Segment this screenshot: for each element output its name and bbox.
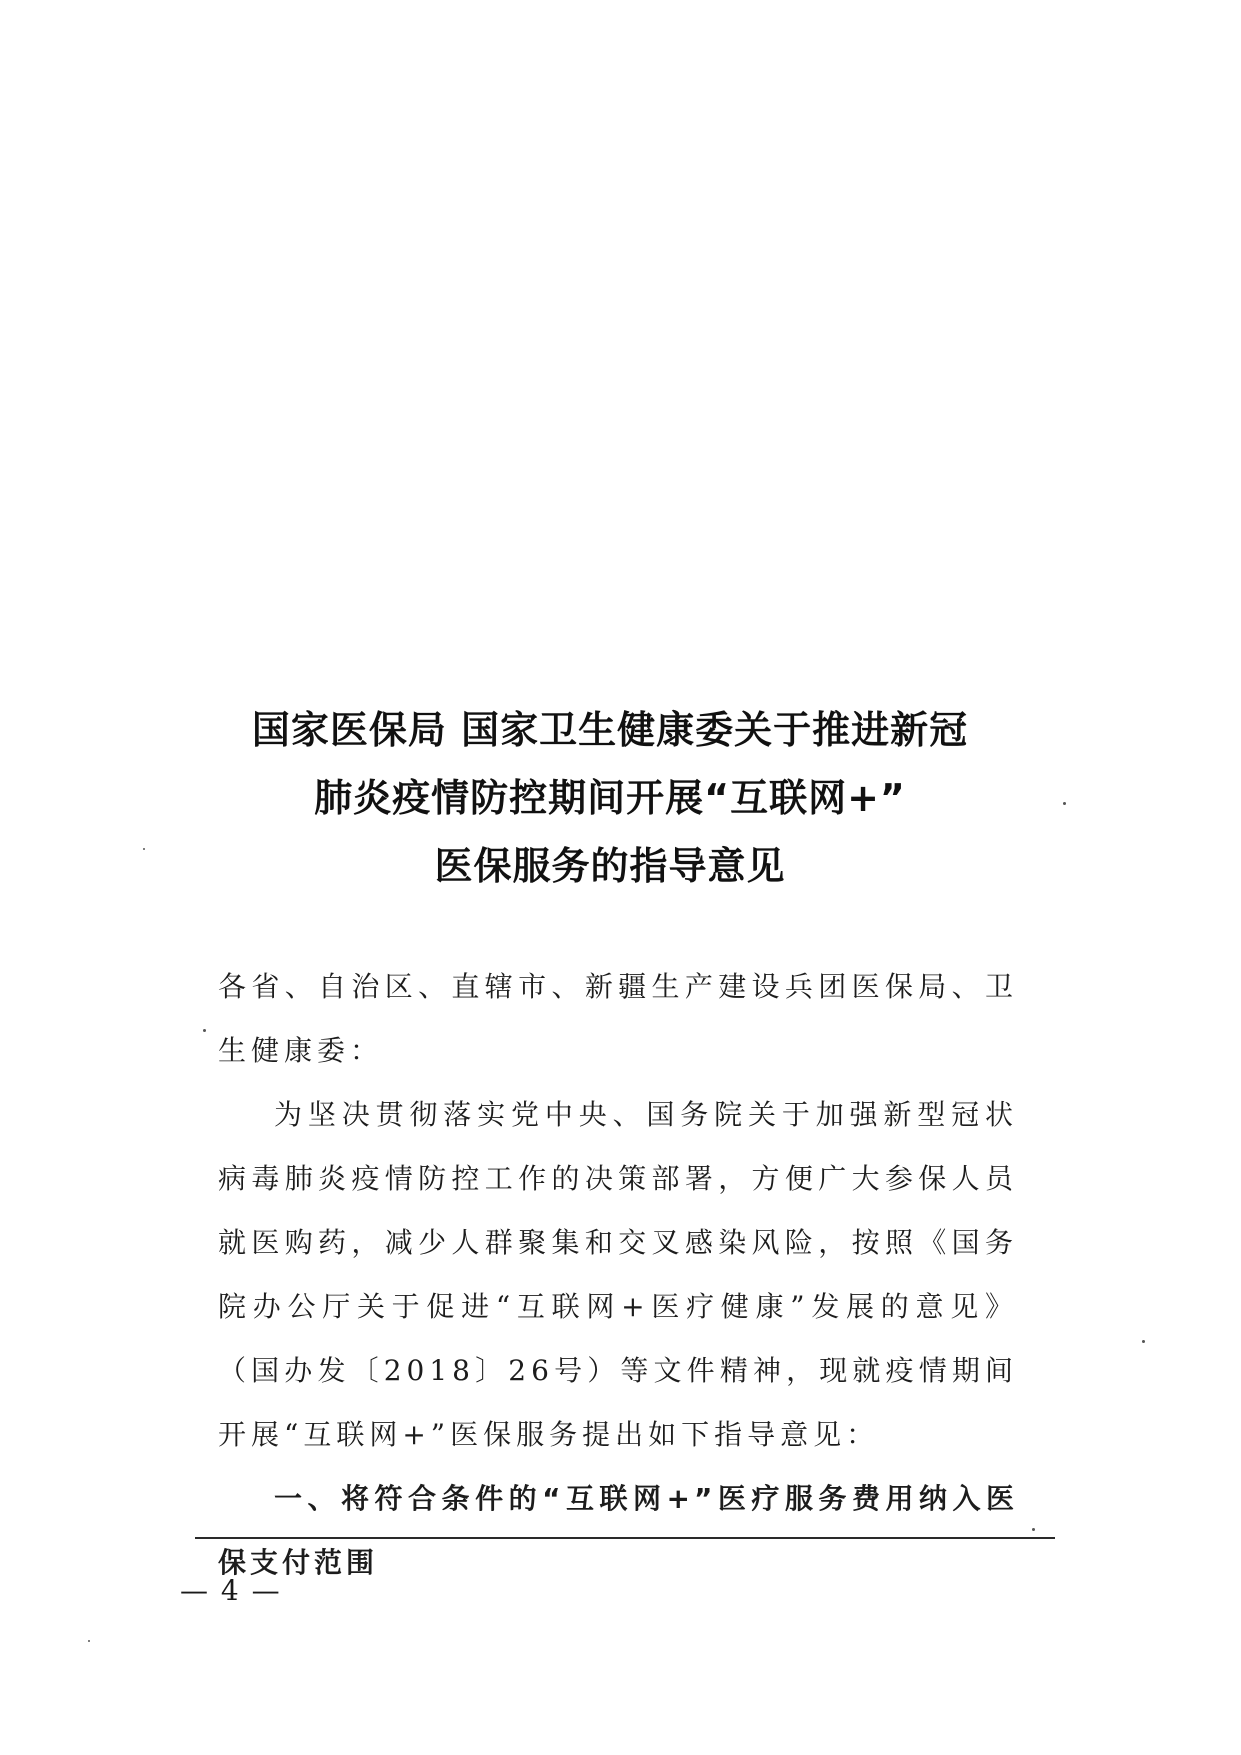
scan-speck xyxy=(203,1029,206,1032)
title-line-1: 国家医保局 国家卫生健康委关于推进新冠 xyxy=(251,708,969,752)
scan-speck xyxy=(88,1640,90,1642)
section-heading-1: 一、将符合条件的“互联网+”医疗服务费用纳入医保支付范围 xyxy=(218,1482,1018,1579)
title-line-2: 肺炎疫情防控期间开展“互联网+” xyxy=(314,776,906,820)
scan-speck xyxy=(1032,1528,1035,1531)
page-number: — 4 — xyxy=(180,1574,282,1607)
scan-speck xyxy=(1063,802,1066,805)
scan-speck xyxy=(1142,1340,1145,1343)
body-paragraph-1: 为坚决贯彻落实党中央、国务院关于加强新型冠状病毒肺炎疫情防控工作的决策部署，方便广大参保人员就医购药，减少人群聚集和交叉感染风险，按照《国务院办公厅关于促进“互联网+医疗健康”发展的意见》（国办发〔2018〕26号）等文件精神，现就疫情期间开展“互联网+”医保服务提出如下指导意见： xyxy=(218,1098,1018,1451)
title-line-3: 医保服务的指导意见 xyxy=(434,844,786,888)
salutation: 各省、自治区、直辖市、新疆生产建设兵团医保局、卫生健康委： xyxy=(218,970,1018,1067)
scan-speck xyxy=(143,848,145,850)
document-body xyxy=(218,955,1018,1595)
footer-rule xyxy=(195,1537,1055,1539)
document-title xyxy=(190,696,1030,900)
